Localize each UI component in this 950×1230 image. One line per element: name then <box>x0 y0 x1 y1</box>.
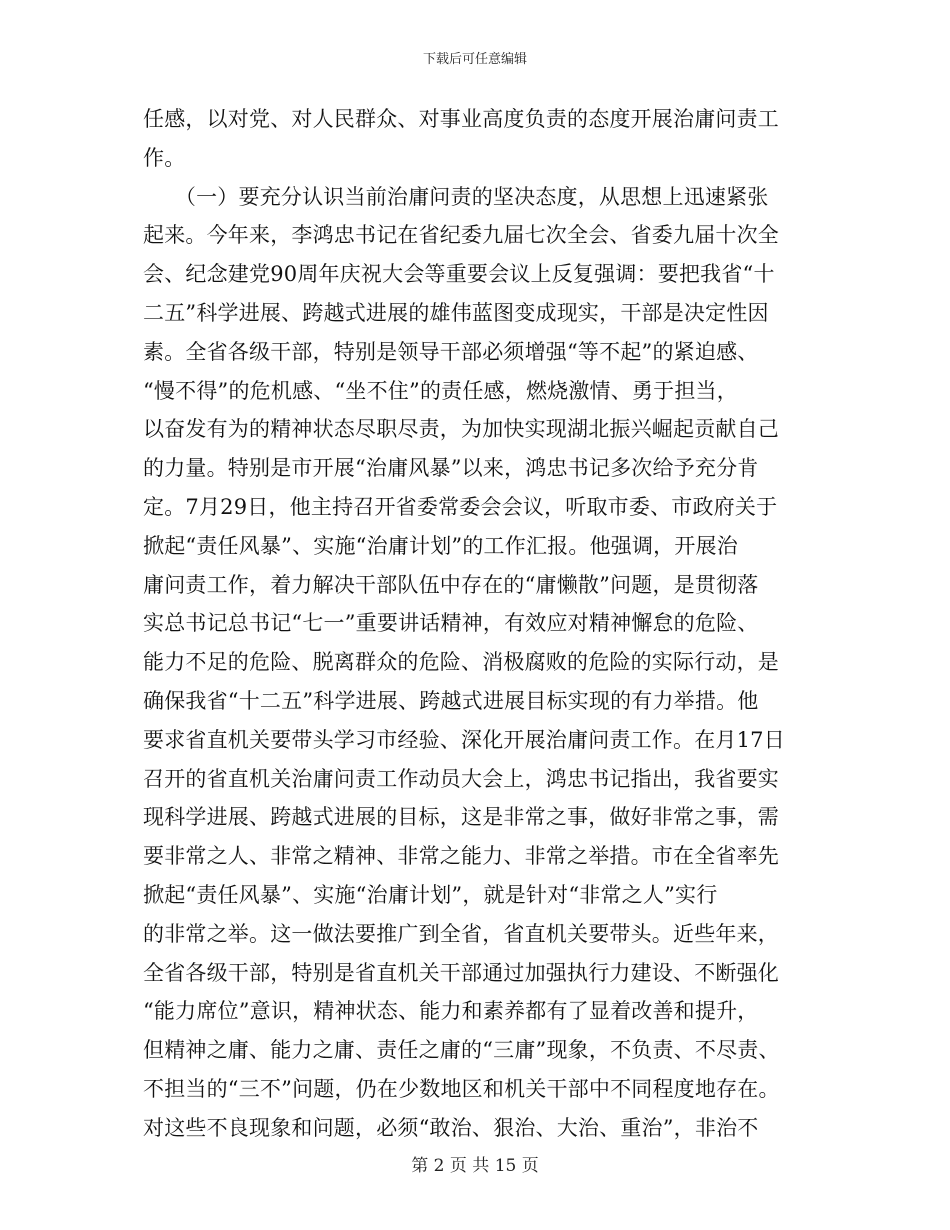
text-line: 二五”科学进展、跨越式进展的雄伟蓝图变成现实，干部是决定性因 <box>143 300 769 325</box>
text-line: 庸问责工作，着力解决干部队伍中存在的“庸懒散”问题，是贯彻落 <box>143 572 759 597</box>
text-line: 的力量。特别是市开展“治庸风暴”以来，鸿忠书记多次给予充分肯 <box>143 456 759 481</box>
text-line: 起来。今年来，李鸿忠书记在省纪委九届七次全会、省委九届十次全 <box>143 223 779 248</box>
text-line: 作。 <box>143 145 186 170</box>
text-line: 对这些不良现象和问题，必须“敢治、狠治、大治、重治”，非治不 <box>143 1115 759 1140</box>
text-line: 任感，以对党、对人民群众、对事业高度负责的态度开展治庸问责工 <box>143 107 779 131</box>
text-line: （一）要充分认识当前治庸问责的坚决态度，从思想上迅速紧张 <box>143 184 769 209</box>
text-line: 现科学进展、跨越式进展的目标，这是非常之事，做好非常之事，需 <box>143 805 779 830</box>
text-line: “慢不得”的危机感、“坐不住”的责任感，燃烧激情、勇于担当， <box>143 378 738 403</box>
text-line: 召开的省直机关治庸问责工作动员大会上，鸿忠书记指出，我省要实 <box>143 766 779 791</box>
text-line: “能力席位”意识，精神状态、能力和素养都有了显着改善和提升， <box>143 999 759 1024</box>
page-number-footer: 第 2 页 共 15 页 <box>411 1156 539 1176</box>
text-line: 但精神之庸、能力之庸、责任之庸的“三庸”现象，不负责、不尽责、 <box>143 1038 780 1063</box>
text-line: 素。全省各级干部，特别是领导干部必须增强“等不起”的紧迫感、 <box>143 339 759 364</box>
text-line: 不担当的“三不”问题，仍在少数地区和机关干部中不同程度地存在。 <box>143 1076 780 1101</box>
document-body <box>143 100 808 1148</box>
text-line: 会、纪念建党90周年庆祝大会等重要会议上反复强调：要把我省“十 <box>143 262 775 287</box>
text-line: 确保我省“十二五”科学进展、跨越式进展目标实现的有力举措。他 <box>143 688 759 713</box>
text-line: 掀起“责任风暴”、实施“治庸计划”，就是针对“非常之人”实行 <box>143 882 718 907</box>
page-header-note: 下载后可任意编辑 <box>422 52 527 67</box>
text-line: 全省各级干部，特别是省直机关干部通过加强执行力建设、不断强化 <box>143 960 779 985</box>
text-line: 要求省直机关要带头学习市经验、深化开展治庸问责工作。在月17日 <box>143 727 785 752</box>
text-line: 的非常之举。这一做法要推广到全省，省直机关要带头。近些年来， <box>143 921 779 946</box>
text-line: 能力不足的危险、脱离群众的危险、消极腐败的危险的实际行动，是 <box>143 650 779 675</box>
text-line: 实总书记总书记“七一”重要讲话精神，有效应对精神懈怠的危险、 <box>143 611 759 636</box>
text-line: 要非常之人、非常之精神、非常之能力、非常之举措。市在全省率先 <box>143 844 779 869</box>
text-line: 掀起“责任风暴”、实施“治庸计划”的工作汇报。他强调，开展治 <box>143 533 738 558</box>
text-line: 定。7月29日，他主持召开省委常委会会议，听取市委、市政府关于 <box>143 494 778 519</box>
text-line: 以奋发有为的精神状态尽职尽责，为加快实现湖北振兴崛起贡献自己 <box>143 417 779 442</box>
